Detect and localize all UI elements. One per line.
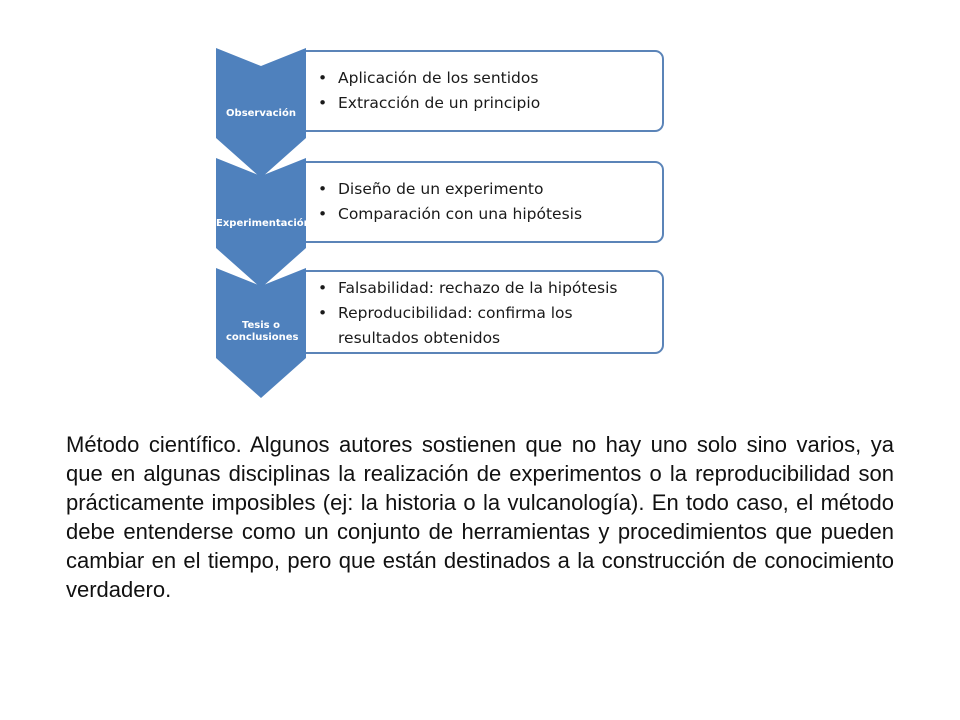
step-3-label: Tesis o conclusiones — [226, 320, 299, 343]
step-1-label: Observación — [226, 108, 296, 119]
step-1-list — [298, 52, 662, 116]
step-2-list — [298, 163, 662, 227]
step-3-list — [298, 272, 662, 351]
step-1-item-2: • Extracción de un principio — [338, 91, 662, 116]
step-3-item-2: • Reproducibilidad: confirma los resultados obtenidos — [338, 301, 598, 351]
step-3-item-1: • Falsabilidad: rechazo de la hipótesis — [338, 276, 662, 301]
step-2-label: Experimentación — [216, 218, 311, 229]
step-2-item-2: • Comparación con una hipótesis — [338, 202, 662, 227]
step-2-box — [296, 161, 664, 243]
step-1-item-1: • Aplicación de los sentidos — [338, 66, 662, 91]
step-1-box — [296, 50, 664, 132]
caption-text: Método científico. Algunos autores sostienen que no hay uno solo sino varios, ya que en algunas disciplinas la realización de experimentos o la reproducibilidad son prácticamente imposibles (ej: la historia o la vulcanología). En todo caso, el método debe entenderse como un conjunto de herramientas y procedimientos que pueden cambiar en el tiempo, pero que están destinados a la construcción de conocimiento verdadero. — [66, 432, 894, 602]
step-3-chevron — [216, 268, 306, 398]
step-3-box — [296, 270, 664, 354]
step-2-item-1: • Diseño de un experimento — [338, 177, 662, 202]
